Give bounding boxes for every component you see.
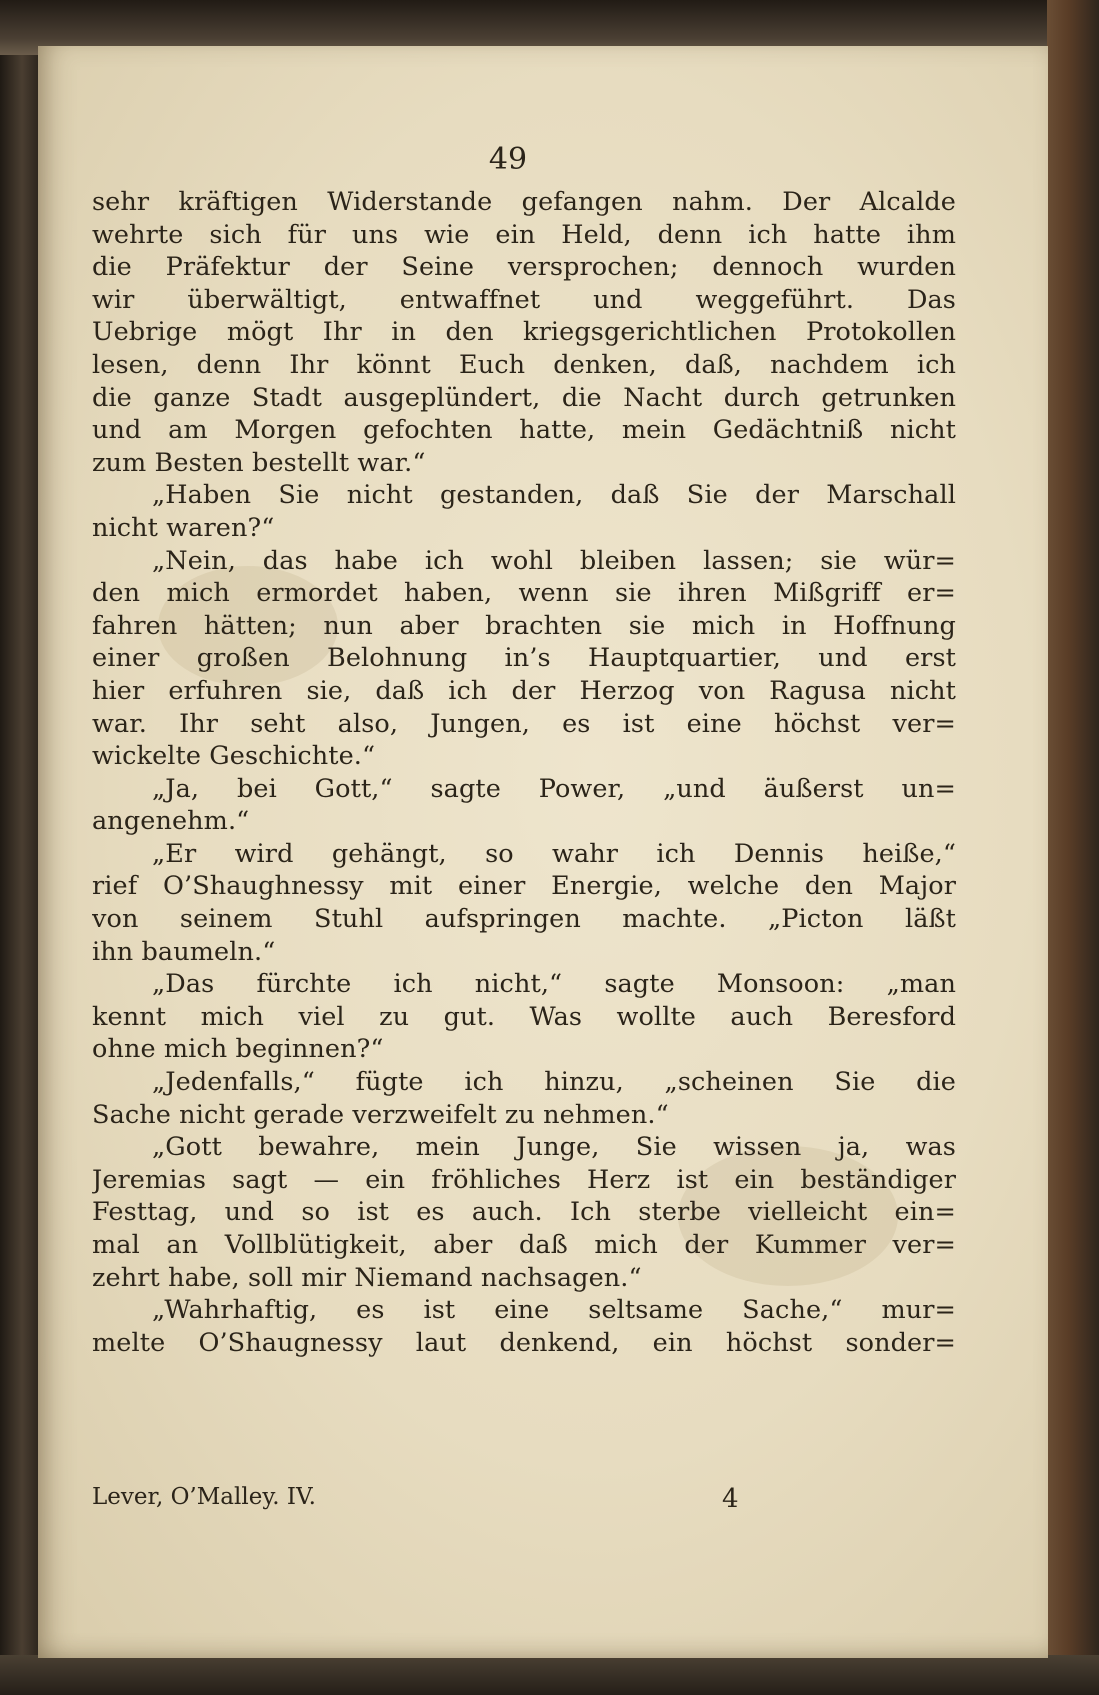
text-line: wehrte sich für uns wie ein Held, denn ich hatte ihm — [92, 219, 956, 250]
paragraph — [92, 479, 956, 544]
text-line: sehr kräftigen Widerstande gefangen nahm. Der Alcalde — [92, 187, 956, 217]
page-number: 49 — [488, 142, 528, 177]
text-line: wir überwältigt, entwaffnet und weggeführt. Das — [92, 284, 956, 315]
paragraph — [92, 1294, 956, 1359]
text-line: „Das fürchte ich nicht,“ sagte Monsoon: „man — [152, 969, 956, 1000]
paragraph — [92, 1066, 956, 1131]
paragraph — [92, 186, 956, 479]
text-line: Festtag, und so ist es auch. Ich sterbe vielleicht ein= — [92, 1197, 956, 1228]
text-line: die ganze Stadt ausgeplündert, die Nacht durch getrunken — [92, 382, 956, 413]
text-line: „Nein, das habe ich wohl bleiben lassen; sie wür= — [152, 545, 956, 576]
text-line: wickelte Geschichte.“ — [92, 741, 376, 772]
text-line: und am Morgen gefochten hatte, mein Gedächtniß nicht — [92, 415, 956, 446]
text-line: den mich ermordet haben, wenn sie ihren Mißgriff er= — [92, 578, 956, 609]
text-line: ihn baumeln.“ — [92, 936, 276, 967]
text-line: Sache nicht gerade verzweifelt zu nehmen.“ — [92, 1099, 669, 1130]
text-line: angenehm.“ — [92, 806, 250, 837]
text-line: „Jedenfalls,“ fügte ich hinzu, „scheinen Sie die — [152, 1067, 956, 1098]
page-body-text — [92, 186, 956, 1359]
text-line: einer großen Belohnung in’s Hauptquartier, und erst — [92, 643, 956, 674]
paragraph — [92, 838, 956, 968]
paragraph — [92, 773, 956, 838]
text-line: war. Ihr seht also, Jungen, es ist eine höchst ver= — [92, 708, 956, 739]
text-line: „Wahrhaftig, es ist eine seltsame Sache,“ mur= — [152, 1295, 956, 1326]
text-line: die Präfektur der Seine versprochen; dennoch wurden — [92, 252, 956, 283]
book-cover-edge — [1047, 0, 1099, 1695]
book-bottom-edge — [0, 1655, 1099, 1695]
sheet-mark: 4 — [722, 1484, 739, 1514]
text-line: Uebrige mögt Ihr in den kriegsgerichtlichen Protokollen — [92, 317, 956, 348]
text-line: nicht waren?“ — [92, 512, 275, 543]
text-line: ohne mich beginnen?“ — [92, 1034, 384, 1065]
text-line: „Er wird gehängt, so wahr ich Dennis heiße,“ — [152, 838, 956, 869]
text-line: lesen, denn Ihr könnt Euch denken, daß, nachdem ich — [92, 349, 956, 380]
text-line: hier erfuhren sie, daß ich der Herzog von Ragusa nicht — [92, 675, 956, 706]
text-line: „Gott bewahre, mein Junge, Sie wissen ja, was — [152, 1132, 956, 1163]
book-gutter — [0, 0, 40, 1695]
paragraph — [92, 545, 956, 773]
text-line: „Ja, bei Gott,“ sagte Power, „und äußerst un= — [152, 773, 956, 804]
text-line: kennt mich viel zu gut. Was wollte auch Beresford — [92, 1001, 956, 1032]
book-page — [38, 46, 1048, 1658]
text-line: rief O’Shaughnessy mit einer Energie, welche den Major — [92, 871, 956, 902]
paragraph — [92, 968, 956, 1066]
text-line: Jeremias sagt — ein fröhliches Herz ist ein beständiger — [92, 1164, 956, 1195]
text-line: „Haben Sie nicht gestanden, daß Sie der Marschall — [152, 480, 956, 511]
text-line: fahren hätten; nun aber brachten sie mich in Hoffnung — [92, 610, 956, 641]
text-line: mal an Vollblütigkeit, aber daß mich der Kummer ver= — [92, 1230, 956, 1260]
printer-signature: Lever, O’Malley. IV. — [92, 1484, 316, 1510]
text-line: zehrt habe, soll mir Niemand nachsagen.“ — [92, 1262, 642, 1293]
text-line: melte O’Shaugnessy laut denkend, ein höchst sonder= — [92, 1327, 956, 1358]
text-line: von seinem Stuhl aufspringen machte. „Picton läßt — [92, 904, 956, 935]
text-line: zum Besten bestellt war.“ — [92, 447, 426, 478]
paragraph — [92, 1131, 956, 1294]
